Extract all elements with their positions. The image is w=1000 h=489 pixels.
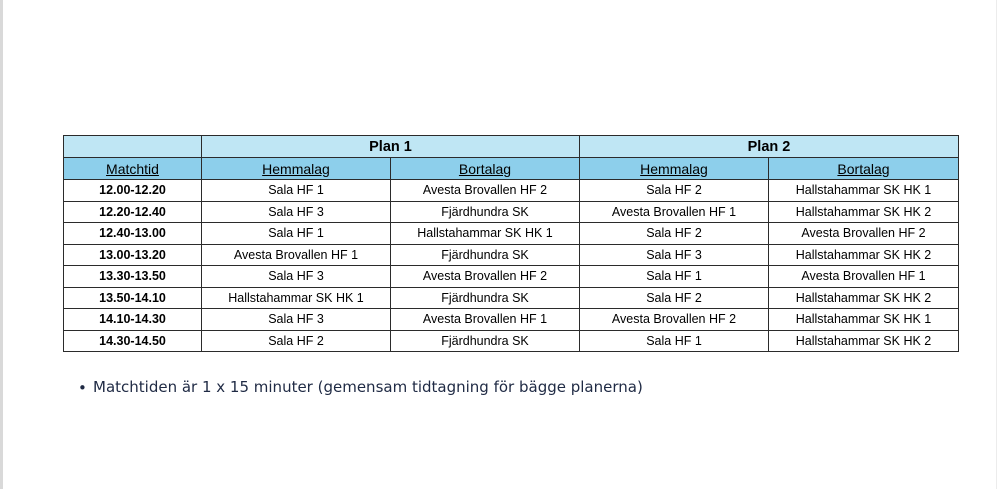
plan1-away-team-cell: Hallstahammar SK HK 1 (391, 223, 580, 245)
plan2-home-team-cell: Avesta Brovallen HF 2 (580, 309, 769, 331)
plan2-away-team-cell: Hallstahammar SK HK 2 (769, 244, 959, 266)
plan1-home-team-cell: Sala HF 3 (202, 201, 391, 223)
plan2-home-team-cell: Sala HF 1 (580, 330, 769, 352)
plan2-away-team-cell: Hallstahammar SK HK 2 (769, 201, 959, 223)
plan2-home-team-cell: Sala HF 3 (580, 244, 769, 266)
table-row (64, 180, 959, 202)
plan1-home-team-cell: Sala HF 1 (202, 223, 391, 245)
plan1-away-team-cell: Fjärdhundra SK (391, 244, 580, 266)
page-left-edge (0, 0, 3, 489)
plan-header-blank (64, 136, 202, 158)
column-header-plan2-hemmalag: Hemmalag (580, 158, 769, 180)
table-row (64, 266, 959, 288)
plan1-home-team-cell: Hallstahammar SK HK 1 (202, 287, 391, 309)
match-time-cell: 13.30-13.50 (64, 266, 202, 288)
plan-2-header: Plan 2 (580, 136, 959, 158)
match-time-cell: 13.50-14.10 (64, 287, 202, 309)
plan2-home-team-cell: Sala HF 2 (580, 287, 769, 309)
plan2-away-team-cell: Avesta Brovallen HF 2 (769, 223, 959, 245)
notes-list (76, 378, 643, 396)
plan1-home-team-cell: Sala HF 3 (202, 309, 391, 331)
plan-header-row (64, 136, 959, 158)
column-header-plan1-bortalag: Bortalag (391, 158, 580, 180)
column-header-row (64, 158, 959, 180)
plan1-away-team-cell: Fjärdhundra SK (391, 201, 580, 223)
table-row (64, 287, 959, 309)
table-row (64, 223, 959, 245)
plan2-away-team-cell: Hallstahammar SK HK 2 (769, 330, 959, 352)
plan2-home-team-cell: Avesta Brovallen HF 1 (580, 201, 769, 223)
match-time-cell: 12.40-13.00 (64, 223, 202, 245)
plan1-away-team-cell: Avesta Brovallen HF 2 (391, 266, 580, 288)
match-time-cell: 14.10-14.30 (64, 309, 202, 331)
plan2-home-team-cell: Sala HF 2 (580, 223, 769, 245)
plan1-away-team-cell: Fjärdhundra SK (391, 330, 580, 352)
plan2-away-team-cell: Hallstahammar SK HK 2 (769, 287, 959, 309)
plan1-home-team-cell: Avesta Brovallen HF 1 (202, 244, 391, 266)
match-time-cell: 13.00-13.20 (64, 244, 202, 266)
match-time-cell: 14.30-14.50 (64, 330, 202, 352)
plan2-away-team-cell: Avesta Brovallen HF 1 (769, 266, 959, 288)
plan2-home-team-cell: Sala HF 1 (580, 266, 769, 288)
plan1-away-team-cell: Avesta Brovallen HF 2 (391, 180, 580, 202)
page-right-edge (996, 0, 997, 489)
match-time-cell: 12.20-12.40 (64, 201, 202, 223)
plan1-away-team-cell: Fjärdhundra SK (391, 287, 580, 309)
match-time-cell: 12.00-12.20 (64, 180, 202, 202)
plan1-home-team-cell: Sala HF 2 (202, 330, 391, 352)
column-header-matchtid: Matchtid (64, 158, 202, 180)
table-row (64, 244, 959, 266)
list-item (76, 378, 643, 396)
plan2-away-team-cell: Hallstahammar SK HK 1 (769, 309, 959, 331)
table-row (64, 330, 959, 352)
bullet-icon: • (78, 379, 87, 397)
plan2-home-team-cell: Sala HF 2 (580, 180, 769, 202)
plan1-away-team-cell: Avesta Brovallen HF 1 (391, 309, 580, 331)
plan-1-header: Plan 1 (202, 136, 580, 158)
column-header-plan2-bortalag: Bortalag (769, 158, 959, 180)
plan2-away-team-cell: Hallstahammar SK HK 1 (769, 180, 959, 202)
table-row (64, 309, 959, 331)
match-schedule-table (63, 135, 959, 352)
plan1-home-team-cell: Sala HF 1 (202, 180, 391, 202)
table-row (64, 201, 959, 223)
plan1-home-team-cell: Sala HF 3 (202, 266, 391, 288)
column-header-plan1-hemmalag: Hemmalag (202, 158, 391, 180)
note-text: Matchtiden är 1 x 15 minuter (gemensam tidtagning för bägge planerna) (93, 378, 643, 396)
